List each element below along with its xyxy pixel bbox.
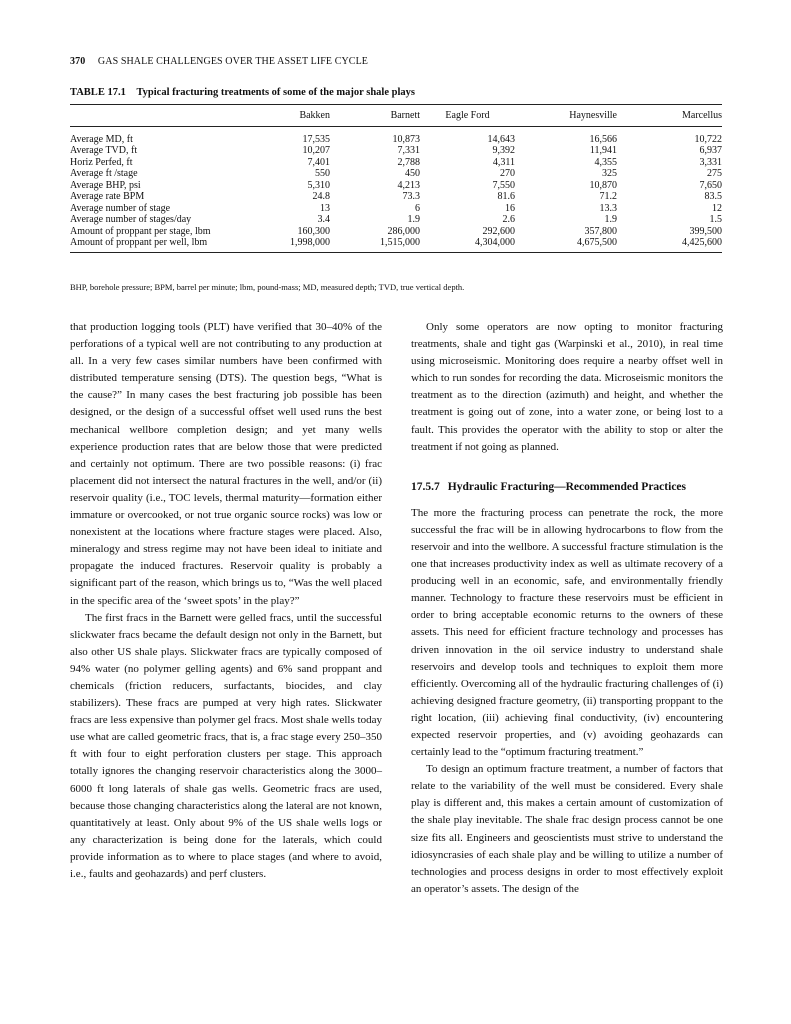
table-cell: 160,300 [297,225,330,237]
body-paragraph: The first fracs in the Barnett were gelled fracs, until the successful slickwater fracs became the default design not only in the Barnett, but also other US shale plays. Slickwater fracs are typically composed of 94% water (no polymer gelling agents) and 6% sand proppant and chemicals (friction reducers, surfactants, biocides, and clay stabilizers). These fracs are pumped at very high rates. Slickwater fracs are less expensive than polymer gel fracs. Most shale wells today use what are called geometric fracs, that is, a frac stage every 250–350 ft with four to eight perforation clusters per stage. This approach totally ignores the changing reservoir characteristics along the 3000–6000 ft long laterals of shale gas wells. Geometric fracs are used, because those changing characteristics along the lateral are not known, quantitatively at least. Only about 9% of the US shale wells logs or any characterization is being done for the laterals, which could provide information as to where to place stages (and where to avoid, i.e., faults and geohazards) and perf clusters. [70,611,382,880]
right-text-column [411,319,723,898]
table-row [70,180,722,192]
table-cell: 450 [405,168,420,179]
table-cell: 7,550 [492,179,515,191]
table-cell: 1.9 [407,214,420,225]
column-header: Bakken [260,105,330,127]
row-label: Average number of stage [70,202,171,214]
table-header-row [70,105,722,127]
table-cell: 24.8 [312,191,330,202]
table-cell: 17,535 [302,133,330,145]
table-row [70,203,722,215]
table-cell: 6 [415,202,420,214]
table-cell: 550 [315,168,330,179]
left-text-column [70,319,382,883]
table-cell: 13 [320,202,330,214]
table-body [70,126,722,252]
table-cell: 5,310 [307,179,330,191]
row-label: Amount of proppant per well, lbm [70,237,260,252]
table-cell: 71.2 [599,191,617,202]
table-footnote: BHP, borehole pressure; BPM, barrel per minute; lbm, pound-mass; MD, measured depth; TVD, true vertical depth. [70,282,465,292]
table-row [70,214,722,226]
table-cell: 270 [500,168,515,179]
row-label: Average MD, ft [70,133,133,145]
table-row [70,191,722,203]
table-cell: 2.6 [502,214,515,225]
table-cell: 9,392 [492,145,515,156]
table-cell: 1.9 [604,214,617,225]
table-row [70,226,722,238]
table-cell: 7,401 [307,156,330,168]
table-row [70,126,722,145]
column-header: Eagle Ford [420,105,515,127]
row-label: Horiz Perfed, ft [70,156,133,168]
table-cell: 16,566 [589,133,617,145]
table-label: TABLE 17.1 [70,87,126,98]
row-label: Average number of stages/day [70,214,192,225]
table-cell: 357,800 [584,225,617,237]
fracturing-table [70,104,722,253]
table-cell: 292,600 [482,225,515,237]
table-cell: 1.5 [709,214,722,225]
table-cell: 4,355 [594,156,617,168]
table-cell: 4,213 [397,179,420,191]
header-blank [70,105,260,127]
table-cell: 12 [712,202,722,214]
table-cell: 1,998,000 [260,237,330,252]
table-cell: 10,873 [392,133,420,145]
table-caption [70,87,415,98]
table-row [70,145,722,157]
table-cell: 10,870 [589,179,617,191]
table-row [70,168,722,180]
row-label: Amount of proppant per stage, lbm [70,225,211,237]
table-cell: 81.6 [497,191,515,202]
table-row [70,157,722,169]
table-title: Typical fracturing treatments of some of the major shale plays [136,87,415,98]
table-row [70,237,722,252]
table-cell: 275 [707,168,722,179]
table-cell: 4,311 [492,156,515,168]
row-label: Average ft /stage [70,168,138,179]
table-cell: 4,304,000 [420,237,515,252]
table-cell: 11,941 [589,145,617,156]
body-paragraph: Only some operators are now opting to monitor fracturing treatments, shale and tight gas (Warpinski et al., 2010), in real time using microseismic. Monitoring does require a nearby offset well in which to run sondes for recording the data. Microseismic monitors the treatment as to the direction (azimuth) and height, and whether the treatment is going out of zone, into a water zone, or being lost to a fault. This provides the operator with the ability to stop or alter the treatment if not going as planned. [411,321,723,453]
body-paragraph: To design an optimum fracture treatment, a number of factors that relate to the variability of the well must be considered. Every shale play is different and, this makes a certain amount of customization of the shale play inevitable. The shale frac design process cannot be one size fits all. Engineers and geoscientists must strive to understand the idiosyncrasies of each shale play and be willing to utilize a number of technologies and process designs in order to most effectively exploit an operator’s assets. The design of the [411,763,723,895]
table-cell: 7,331 [397,145,420,156]
running-header [70,56,368,67]
table-cell: 10,207 [302,145,330,156]
row-label: Average TVD, ft [70,145,138,156]
table-cell: 399,500 [689,225,722,237]
table-cell: 1,515,000 [330,237,420,252]
table-cell: 16 [505,202,515,214]
table-cell: 3.4 [317,214,330,225]
row-label: Average BHP, psi [70,179,141,191]
table-cell: 6,937 [699,145,722,156]
table-cell: 4,425,600 [617,237,722,252]
section-heading [411,479,723,495]
table-cell: 325 [602,168,617,179]
table-cell: 83.5 [704,191,722,202]
column-header: Marcellus [617,105,722,127]
data-table [70,104,722,253]
table-cell: 286,000 [387,225,420,237]
table-cell: 7,650 [699,179,722,191]
table-cell: 2,788 [397,156,420,168]
table-cell: 73.3 [402,191,420,202]
table-cell: 14,643 [487,133,515,145]
section-number: 17.5.7 [411,480,440,493]
running-title: GAS SHALE CHALLENGES OVER THE ASSET LIFE CYCLE [97,56,368,67]
table-cell: 3,331 [699,156,722,168]
column-header: Haynesville [515,105,617,127]
table-cell: 4,675,500 [515,237,617,252]
table-cell: 13.3 [599,202,617,214]
row-label: Average rate BPM [70,191,145,202]
table-cell: 10,722 [694,133,722,145]
section-title: Hydraulic Fracturing—Recommended Practices [447,480,686,493]
body-paragraph: that production logging tools (PLT) have verified that 30–40% of the perforations of a typical well are not contributing to any production at all. In a very few cases similar numbers have been confirmed with distributed temperature sensing (DTS). The question begs, “What is the cause?” In many cases the best fracturing job possible has been designed, or the design of a successful offset well used runs the best mechanical wellbore completion design; and yet many wells experience production rates that are below those that were predicted and certainly not optimum. There are two possible reasons: (i) frac placement did not intersect the natural fractures in the well, and/or (ii) reservoir quality (i.e., TOC levels, thermal maturity—formation either immature or overcooked, or not true organic source rocks) was low or nonexistent at the locations where fracture stages were placed. Also, mineralogy and stress regime may not have been ideal to initiate and propagate the induced fractures. Reservoir quality is probably a significant part of the reason, which brings us to, “Was the well placed in the specific area of the ‘sweet spots’ in the play?” [70,321,382,607]
page-number: 370 [70,56,86,67]
column-header: Barnett [330,105,420,127]
body-paragraph: The more the fracturing process can penetrate the rock, the more successful the frac will be in allowing hydrocarbons to flow from the reservoir and into the wellbore. A successful fracture stimulation is the one that increases productivity index as well as ultimate recovery of a producing well in an economic, safe, and environmentally friendly manner. Technology to fracture these reservoirs must be efficient in order to bring acceptable economic returns to the owners of these assets. This need for efficient fracture technology and processes has driven innovation in the oil service industry to understand shale reservoirs and develop tools and techniques to exploit them more efficiently. Overcoming all of the hydraulic fracturing challenges of (i) achieving designed fracture geometry, (ii) transporting proppant to the right location, (iii) achieving final conductivity, (iv) encountering expected reservoir properties, and (v) avoiding geohazards can certainly lead to the “optimum fracturing treatment.” [411,506,723,759]
